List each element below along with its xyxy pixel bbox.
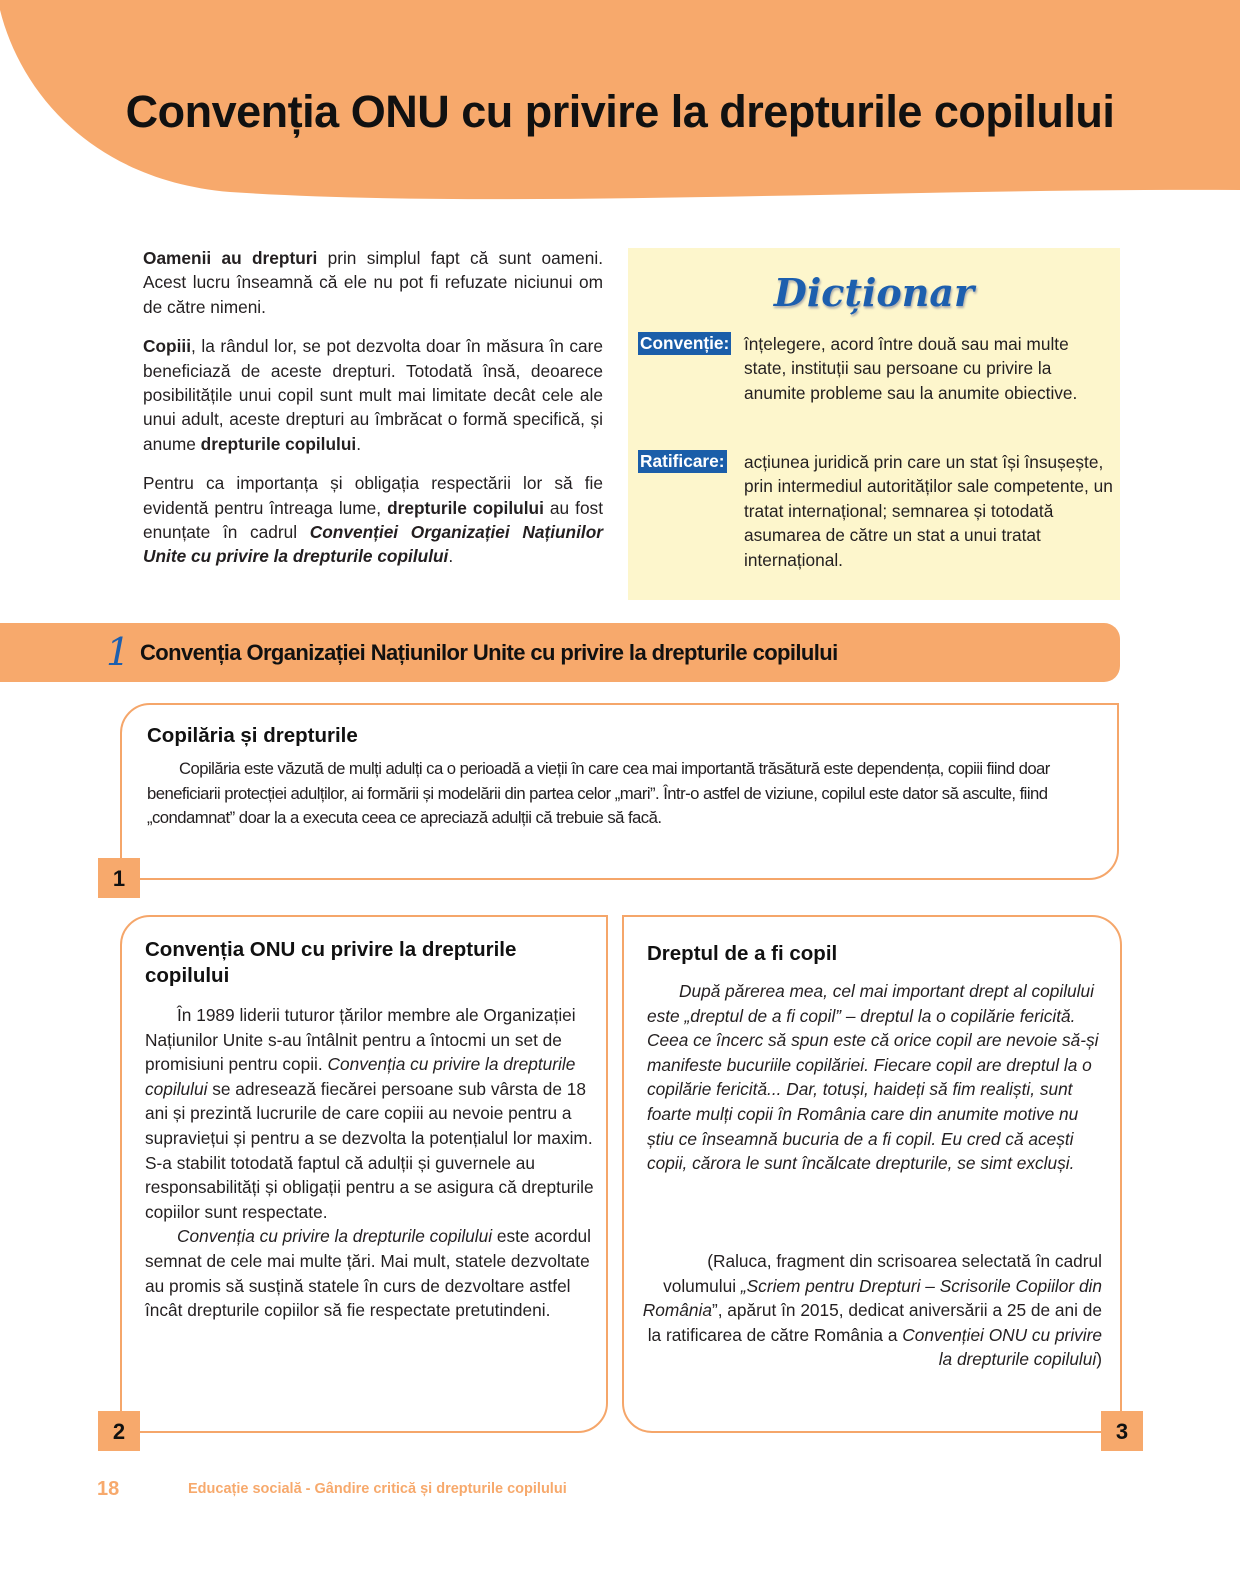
- section-title: Convenția Organizației Națiunilor Unite cu privire la drepturile copilului: [140, 640, 838, 665]
- text: Pentru ca importanța și obligația respectării lor să fie evidentă pentru întreaga lume,: [143, 473, 603, 518]
- box-number-tag: 2: [98, 1411, 140, 1451]
- dictionary-entry: [638, 450, 1113, 570]
- text: ): [1096, 1349, 1102, 1370]
- term-definition: acțiunea juridică prin care un stat își însușește, prin intermediul autorităților sale competente, un tratat internațional; semnarea și totodată asumarea de către un stat a unui tratat internațional.: [744, 452, 1113, 570]
- footer-text: Educație socială - Gândire critică și drepturile copilului: [188, 1481, 567, 1497]
- box-title: Convenția ONU cu privire la drepturile copilului: [145, 938, 517, 987]
- box-number-tag: 3: [1101, 1411, 1143, 1451]
- text: ”, apărut în 2015, dedicat aniversării a 25 de ani de la ratificarea de către România a: [647, 1300, 1102, 1345]
- bold-text: drepturile copilului: [387, 497, 544, 518]
- italic-text: „Scriem pentru Drepturi – Scrisorile Copiilor din România: [642, 1275, 1102, 1321]
- paragraph: [145, 1003, 595, 1224]
- text: prin simplul fapt că sunt oameni. Acest lucru înseamnă că ele nu pot fi refuzate niciunui om de către nimeni.: [143, 248, 603, 317]
- text: este acordul semnat de cele mai multe țări. Mai mult, statele dezvoltate au promis să susțină statele în curs de dezvoltare astfel încât drepturile copiilor să fie respectate pretutindeni.: [145, 1226, 592, 1321]
- term-label: Convenție:: [640, 333, 730, 353]
- text: În 1989 liderii tuturor țărilor membre ale Organizației Națiunilor Unite s-au întâlnit pentru a întocmi un set de promisiuni pentru copii.: [145, 1005, 576, 1075]
- quote-source: [632, 1249, 1102, 1372]
- text: (Raluca, fragment din scrisoarea selectată în cadrul volumului: [663, 1251, 1102, 1296]
- dictionary-title: Dicționar: [773, 270, 975, 315]
- intro-paragraph: [143, 471, 603, 569]
- intro-text: [143, 246, 603, 584]
- intro-paragraph: [143, 334, 603, 456]
- text-box-1: [120, 703, 1119, 880]
- text: .: [448, 546, 454, 567]
- page-title: Convenția ONU cu privire la drepturile copilului: [125, 86, 1115, 137]
- italic-text: Convenția cu privire la drepturile copilului: [177, 1226, 493, 1247]
- text: .: [356, 433, 362, 454]
- dictionary-box: [628, 248, 1120, 600]
- bold-text: drepturile copilului: [200, 433, 357, 454]
- term-definition: înțelegere, acord între două sau mai multe state, instituții sau persoane cu privire la anumite probleme sau la anumite obiective.: [744, 334, 1078, 403]
- bold-text: Copiii: [143, 336, 191, 357]
- bold-text: Oamenii au drepturi: [143, 248, 318, 268]
- page-number: 18: [97, 1478, 120, 1500]
- box-title: Dreptul de a fi copil: [647, 942, 838, 965]
- text: au fost enunțate în cadrul: [143, 497, 603, 543]
- italic-text: Convenția cu privire la drepturile copilului: [145, 1054, 576, 1099]
- term-label: Ratificare:: [640, 451, 725, 471]
- section-number: 1: [106, 630, 131, 674]
- intro-paragraph: [143, 246, 603, 319]
- text-box-2: [120, 915, 608, 1433]
- bold-italic-text: Convenției Organizației Națiunilor Unite cu privire la drepturile copilului: [143, 522, 603, 567]
- box-text: Copilăria este văzută de mulți adulți ca o perioadă a vieții în care cea mai importantă trăsătură este dependența, copiii fiind doar beneficiarii protecției adulților, ai formării și modelării din partea celor „mari”. Într-o astfel de viziune, copilul este dator să asculte, fiind „condamnat” doar la a executa ceea ce apreciază adulții că trebuie să facă.: [147, 759, 1050, 827]
- paragraph: [145, 1224, 595, 1322]
- italic-text: Convenției ONU cu privire la drepturile copilului: [902, 1324, 1102, 1370]
- text: , la rândul lor, se pot dezvolta doar în măsura în care beneficiază de aceste drepturi. Totodată însă, deoarece posibilitățile unui copil sunt mult mai limitate decât cele ale unui adult, aceste drepturi au îmbrăcat o formă specifică, și anume: [143, 336, 603, 454]
- text: se adresează fiecărei persoane sub vârsta de 18 ani și prezintă lucrurile de care copiii au nevoie pentru a supraviețui și pentru a se dezvolta la potențialul lor maxim. S-a stabilit totodată faptul că adulții și guvernele au responsabilități și obligații pentru a se asigura că drepturile copiilor sunt respectate.: [145, 1078, 594, 1222]
- dictionary-entry: [638, 332, 1078, 403]
- box-number-tag: 1: [98, 858, 140, 898]
- text-box-3: [622, 915, 1122, 1433]
- letter-quote: După părerea mea, cel mai important drept al copilului este „dreptul de a fi copil” – dreptul la o copilărie fericită. Ceea ce încerc să spun este că orice copil are nevoie să-și manifeste bucuriile copilăriei. Fiecare copil are dreptul la o copilărie fericită... Dar, totuși, haideți să fim realiști, sunt foarte mulți copii în România care din anumite motive nu știu ce înseamnă bucuria de a fi copil. Eu cred că acești copii, cărora le sunt încălcate drepturile, se simt excluși.: [647, 981, 1099, 1174]
- box-text: [145, 1003, 595, 1323]
- box-title: Copilăria și drepturile: [147, 724, 358, 747]
